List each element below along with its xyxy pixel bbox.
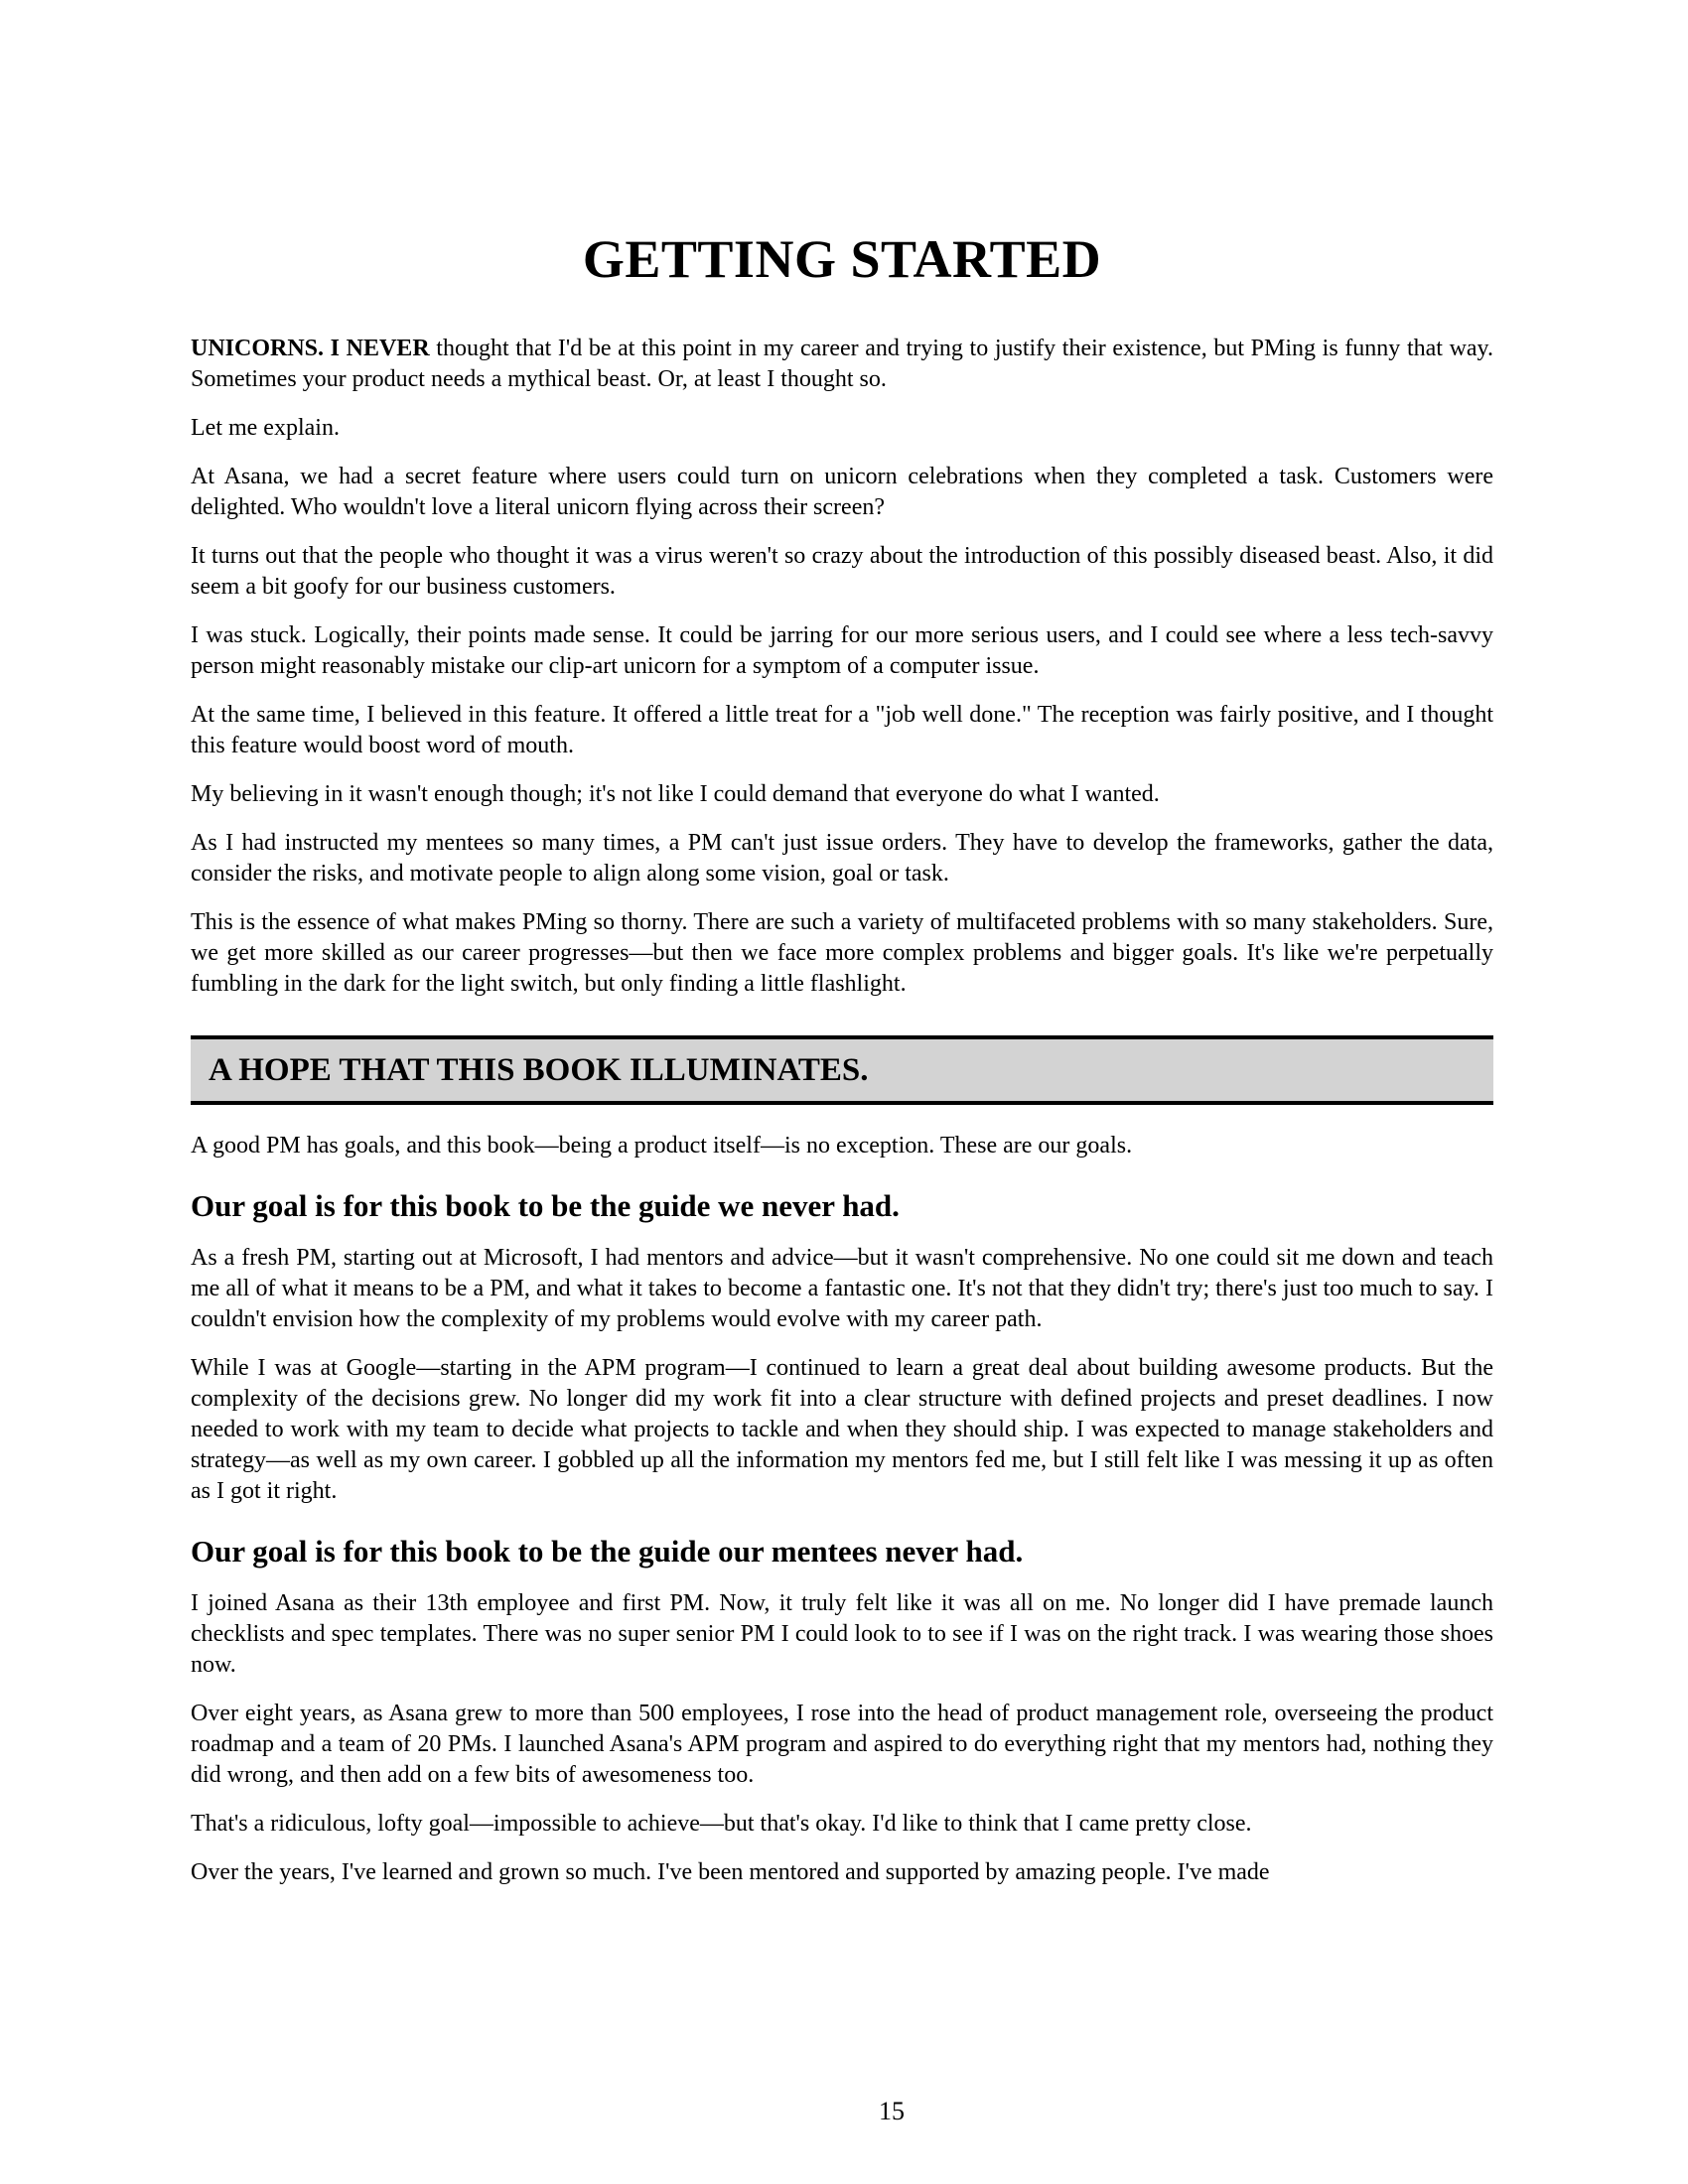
lead-paragraph: [191, 334, 1493, 395]
subsection-2-paragraph-1: I joined Asana as their 13th employee and first PM. Now, it truly felt like it was all on me. No longer did I have premade launch checklists and spec templates. There was no super senior PM I could look to to see if I was on the right track. I was wearing those shoes now.: [191, 1590, 1493, 1678]
subsection-2-paragraph-3: That's a ridiculous, lofty goal—impossible to achieve—but that's okay. I'd like to think that I came pretty close.: [191, 1811, 1252, 1837]
subsection-heading-2: Our goal is for this book to be the guide our mentees never had.: [191, 1534, 1024, 1569]
subsection-2-paragraph-4: Over the years, I've learned and grown so much. I've been mentored and supported by amazing people. I've made: [191, 1859, 1270, 1885]
intro-paragraph-8: This is the essence of what makes PMing so thorny. There are such a variety of multifaceted problems with so many stakeholders. Sure, we get more skilled as our career progresses—but then we face more complex problems and bigger goals. It's like we're perpetually fumbling in the dark for the light switch, but only finding a little flashlight.: [191, 909, 1493, 997]
intro-paragraph-1: Let me explain.: [191, 415, 340, 441]
intro-paragraph-7: As I had instructed my mentees so many times, a PM can't just issue orders. They have to develop the frameworks, gather the data, consider the risks, and motivate people to align along some vision, goal or task.: [191, 830, 1493, 887]
subsection-heading-1: Our goal is for this book to be the guide we never had.: [191, 1188, 900, 1223]
intro-paragraph-4: I was stuck. Logically, their points made sense. It could be jarring for our more serious users, and I could see where a less tech-savvy person might reasonably mistake our clip-art unicorn for a symptom of a computer issue.: [191, 622, 1493, 679]
intro-paragraph-5: At the same time, I believed in this feature. It offered a little treat for a "job well done." The reception was fairly positive, and I thought this feature would boost word of mouth.: [191, 702, 1493, 758]
page-number: 15: [879, 2097, 905, 2125]
intro-paragraph-3: It turns out that the people who thought it was a virus weren't so crazy about the introduction of this possibly diseased beast. Also, it did seem a bit goofy for our business customers.: [191, 543, 1493, 600]
subsection-1-paragraph-2: While I was at Google—starting in the APM program—I continued to learn a great deal about building awesome products. But the complexity of the decisions grew. No longer did my work fit into a clear structure with defined projects and preset deadlines. I now needed to work with my team to decide what projects to tackle and when they should ship. I was expected to manage stakeholders and strategy—as well as my own career. I gobbled up all the information my mentors fed me, but I still felt like I was messing it up as often as I got it right.: [191, 1355, 1493, 1504]
intro-paragraph-2: At Asana, we had a secret feature where users could turn on unicorn celebrations when they completed a task. Customers were delighted. Who wouldn't love a literal unicorn flying across their screen?: [191, 464, 1493, 520]
section-heading: A HOPE THAT THIS BOOK ILLUMINATES.: [209, 1052, 869, 1088]
page-title: GETTING STARTED: [582, 229, 1102, 289]
lead-in-bold-text: UNICORNS. I NEVER: [191, 336, 430, 361]
lead-in-rest-text: thought that I'd be at this point in my career and trying to justify their existence, but PMing is funny that way. Sometimes your product needs a mythical beast. Or, at least I thought so.: [191, 336, 1493, 392]
text-column: [191, 0, 1493, 1906]
subsection-1-paragraph-1: As a fresh PM, starting out at Microsoft, I had mentors and advice—but it wasn't comprehensive. No one could sit me down and teach me all of what it means to be a PM, and what it takes to become a fantastic one. It's not that they didn't try; there's just too much to say. I couldn't envision how the complexity of my problems would evolve with my career path.: [191, 1245, 1493, 1332]
subsection-2-paragraph-2: Over eight years, as Asana grew to more than 500 employees, I rose into the head of product management role, overseeing the product roadmap and a team of 20 PMs. I launched Asana's APM program and aspired to do everything right that my mentors had, nothing they did wrong, and then add on a few bits of awesomeness too.: [191, 1701, 1493, 1788]
section-heading-band: [191, 1035, 1493, 1105]
intro-paragraph-6: My believing in it wasn't enough though; it's not like I could demand that everyone do what I wanted.: [191, 781, 1160, 807]
section-intro-paragraph: A good PM has goals, and this book—being a product itself—is no exception. These are our goals.: [191, 1133, 1133, 1159]
